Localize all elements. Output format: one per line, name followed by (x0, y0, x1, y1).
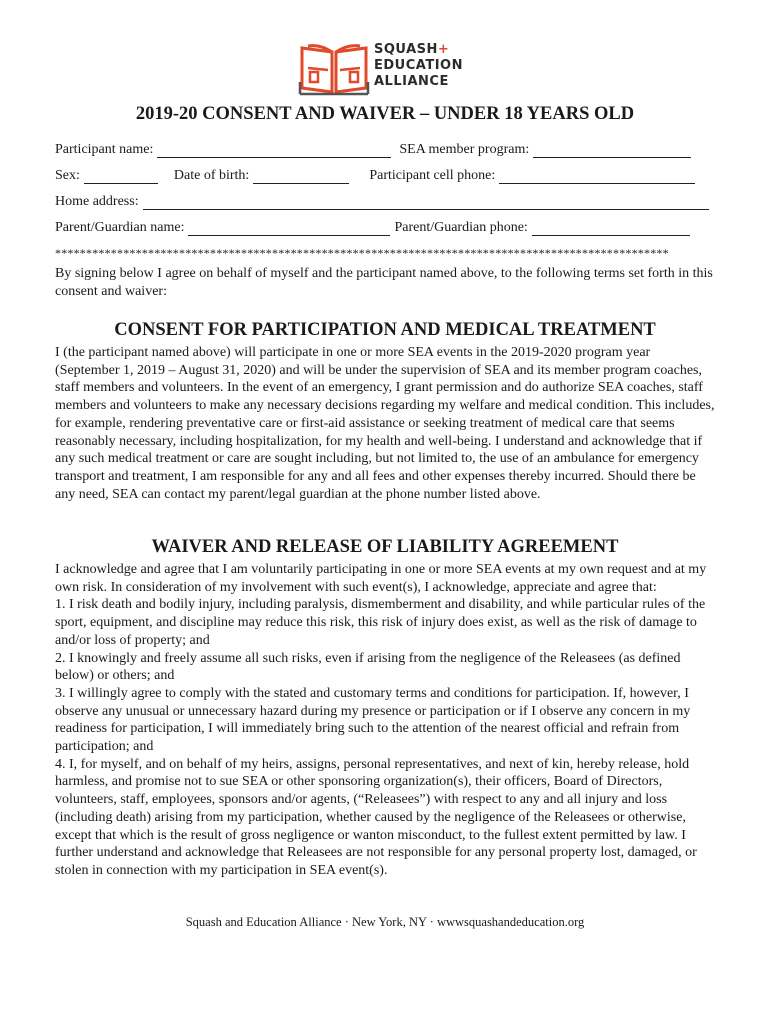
field-row-name (55, 142, 715, 158)
participant-name-blank[interactable] (157, 143, 391, 158)
waiver-item-2: 2. I knowingly and freely assume all such risks, even if arising from the negligence of the Releasees (as defined below) or others; and (55, 650, 681, 684)
waiver-item-4: 4. I, for myself, and on behalf of my heirs, assigns, personal representatives, and next of kin, hereby release, hold harmless, and promise not to sue SEA or other sponsoring organization(s), their officers, Board of Directors, volunteers, staff, employees, sponsors and/or agents, (“Releasees”) with respect to any and all injury and loss (including death) arising from my participation, whether caused by the negligence of the Releasees or otherwise, except that which is the result of gross negligence or wanton misconduct, to the fullest extent permitted by law. I further understand and acknowledge that Releasees are not responsible for any personal property lost, damaged, or stolen in connection with my participation in SEA event(s). (55, 756, 697, 878)
participant-name-label: Participant name: (55, 142, 154, 157)
field-row-guardian (55, 220, 715, 236)
field-row-address (55, 194, 715, 210)
waiver-body (55, 561, 717, 880)
sea-program-label: SEA member program: (399, 142, 530, 157)
page-title: 2019-20 CONSENT AND WAIVER – UNDER 18 YEARS OLD (135, 104, 635, 124)
logo-line3: ALLIANCE (374, 74, 449, 89)
sea-logo (298, 40, 468, 96)
field-row-sex (55, 168, 715, 184)
waiver-intro: I acknowledge and agree that I am voluntarily participating in one or more SEA events at my own request and at my own risk. In consideration of my involvement with such event(s), I acknowledge, appreciate and agree that: (55, 562, 707, 595)
address-label: Home address: (55, 194, 139, 209)
dob-label: Date of birth: (173, 168, 250, 183)
separator: *************************************************************************************************** (55, 246, 669, 260)
logo-line2: EDUCATION (374, 58, 463, 73)
footer: Squash and Education Alliance · New York, NY · wwwsquashandeducation.org (185, 915, 585, 929)
waiver-item-3: 3. I willingly agree to comply with the stated and customary terms and conditions for participation. If, however, I observe any unusual or unnecessary hazard during my presence or participation or if I observe any concern in my readiness for participation, I will immediately bring such to the attention of the nearest official and refrain from participation; and (55, 685, 691, 755)
sex-blank[interactable] (84, 169, 158, 184)
guardian-phone-blank[interactable] (532, 221, 690, 236)
guardian-name-blank[interactable] (188, 221, 390, 236)
waiver-heading: WAIVER AND RELEASE OF LIABILITY AGREEMENT (151, 537, 619, 557)
logo-plus: + (437, 42, 450, 57)
guardian-phone-label: Parent/Guardian phone: (394, 220, 528, 235)
consent-heading: CONSENT FOR PARTICIPATION AND MEDICAL TREATMENT (114, 320, 656, 340)
waiver-item-1: 1. I risk death and bodily injury, including paralysis, dismemberment and disability, and while particular rules of the sport, equipment, and discipline may reduce this risk, this risk of injury does exist, as well as the risk of damage to and/or loss of property; and (55, 597, 706, 648)
dob-blank[interactable] (253, 169, 349, 184)
book-icon (298, 40, 370, 96)
logo-wordmark (374, 42, 463, 90)
cell-label: Participant cell phone: (369, 168, 496, 183)
guardian-name-label: Parent/Guardian name: (55, 220, 185, 235)
address-blank[interactable] (143, 195, 709, 210)
logo-line1: SQUASH (374, 42, 438, 57)
sea-program-blank[interactable] (533, 143, 691, 158)
sex-label: Sex: (55, 168, 80, 183)
cell-blank[interactable] (499, 169, 695, 184)
intro-text: By signing below I agree on behalf of myself and the participant named above, to the following terms set forth in this consent and waiver: (55, 266, 713, 299)
consent-body: I (the participant named above) will participate in one or more SEA events in the 2019-2020 program year (September 1, 2019 – August 31, 2020) and will be under the supervision of SEA and its member program coaches, staff members and volunteers. In the event of an emergency, I grant permission and do authorize SEA coaches, staff members and volunteers to make any necessary decisions regarding my welfare and medical condition. This includes, for example, rendering preventative care or first-aid assistance or seeking treatment of medical care that seems reasonably necessary, including hospitalization, for my health and well-being. I understand and acknowledge that if any such medical treatment or care are sought including, but not limited to, the use of an ambulance for emergency transport and treatment, I am responsible for any and all fees and other expenses thereby incurred. Should there be any need, SEA can contact my parent/legal guardian at the phone number listed above. (55, 345, 715, 502)
